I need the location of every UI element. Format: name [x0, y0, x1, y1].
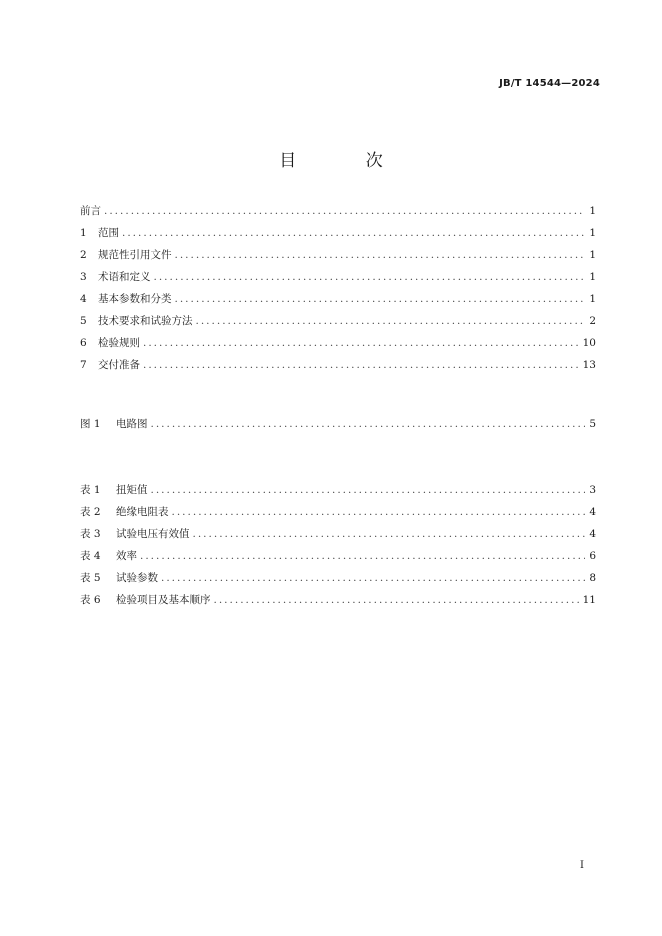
- toc-leader-dots: [193, 523, 586, 545]
- toc-entry-page: 1: [589, 293, 596, 305]
- toc-table-4[interactable]: [80, 545, 596, 567]
- toc-entry-label: 基本参数和分类: [98, 293, 172, 305]
- toc-entry-foreword[interactable]: [80, 200, 596, 222]
- toc-entry-label: 扭矩值: [116, 484, 148, 496]
- toc-entry-number: 表 6: [80, 594, 101, 606]
- toc-entry-4[interactable]: [80, 288, 596, 310]
- toc-entry-number: 1: [80, 227, 87, 239]
- toc-entry-number: 3: [80, 271, 87, 283]
- toc-entry-label: 电路图: [116, 418, 148, 430]
- toc-table-1[interactable]: [80, 479, 596, 501]
- toc-entry-page: 1: [589, 205, 596, 217]
- toc-entry-label: 试验参数: [116, 572, 158, 584]
- toc-entry-number: 图 1: [80, 418, 101, 430]
- toc-leader-dots: [140, 545, 585, 567]
- toc-table-2[interactable]: [80, 501, 596, 523]
- toc-leader-dots: [104, 200, 585, 222]
- toc-leader-dots: [175, 288, 586, 310]
- toc-entry-label: 试验电压有效值: [116, 528, 190, 540]
- toc-entry-page: 8: [589, 572, 596, 584]
- toc-entry-page: 4: [589, 528, 596, 540]
- toc-entry-5[interactable]: [80, 310, 596, 332]
- toc-entry-6[interactable]: [80, 332, 596, 354]
- toc-entry-page: 10: [582, 337, 596, 349]
- toc-entry-label: 前言: [80, 205, 101, 217]
- toc-entry-number: 表 2: [80, 506, 101, 518]
- toc-leader-dots: [154, 266, 586, 288]
- toc-entry-number: 表 3: [80, 528, 101, 540]
- toc-entry-label: 检验项目及基本顺序: [116, 594, 211, 606]
- toc-entry-label: 绝缘电阻表: [116, 506, 169, 518]
- toc-entry-page: 1: [589, 227, 596, 239]
- toc-table-3[interactable]: [80, 523, 596, 545]
- toc-entry-1[interactable]: [80, 222, 596, 244]
- toc-table-6[interactable]: [80, 589, 596, 611]
- toc-entry-label: 检验规则: [98, 337, 140, 349]
- toc-leader-dots: [143, 354, 580, 376]
- toc-entry-label: 交付准备: [98, 359, 140, 371]
- toc-leader-dots: [143, 332, 580, 354]
- toc-entry-number: 表 1: [80, 484, 101, 496]
- toc-tables: [80, 479, 596, 611]
- toc-entry-page: 4: [589, 506, 596, 518]
- toc-entry-number: 2: [80, 249, 87, 261]
- toc-entry-page: 11: [582, 594, 596, 606]
- toc-entry-number: 5: [80, 315, 87, 327]
- toc-entry-page: 2: [589, 315, 596, 327]
- toc-entry-page: 5: [589, 418, 596, 430]
- page-title: 目 次: [279, 151, 415, 171]
- toc-table-5[interactable]: [80, 567, 596, 589]
- toc-leader-dots: [175, 244, 586, 266]
- toc-figures: [80, 413, 596, 435]
- standard-code: JB/T 14544—2024: [499, 78, 600, 89]
- toc-entry-number: 表 4: [80, 550, 101, 562]
- toc-leader-dots: [151, 413, 586, 435]
- toc-entry-2[interactable]: [80, 244, 596, 266]
- toc-leader-dots: [214, 589, 580, 611]
- toc-entry-number: 4: [80, 293, 87, 305]
- toc-entry-label: 术语和定义: [98, 271, 151, 283]
- toc-entry-page: 1: [589, 271, 596, 283]
- toc-entry-label: 技术要求和试验方法: [98, 315, 193, 327]
- toc-leader-dots: [151, 479, 586, 501]
- toc-entry-page: 3: [589, 484, 596, 496]
- page-number: I: [580, 860, 584, 871]
- toc-entry-7[interactable]: [80, 354, 596, 376]
- toc-entry-number: 7: [80, 359, 87, 371]
- toc-entry-page: 1: [589, 249, 596, 261]
- toc-entry-3[interactable]: [80, 266, 596, 288]
- toc-entry-number: 6: [80, 337, 87, 349]
- toc-figure-1[interactable]: [80, 413, 596, 435]
- toc-leader-dots: [172, 501, 586, 523]
- toc-entry-label: 效率: [116, 550, 137, 562]
- toc-entry-label: 范围: [98, 227, 119, 239]
- toc-entry-page: 6: [589, 550, 596, 562]
- toc-entry-page: 13: [582, 359, 596, 371]
- toc-leader-dots: [196, 310, 586, 332]
- toc-leader-dots: [161, 567, 585, 589]
- toc-leader-dots: [122, 222, 585, 244]
- toc-sections: [80, 200, 596, 376]
- toc-entry-number: 表 5: [80, 572, 101, 584]
- toc-entry-label: 规范性引用文件: [98, 249, 172, 261]
